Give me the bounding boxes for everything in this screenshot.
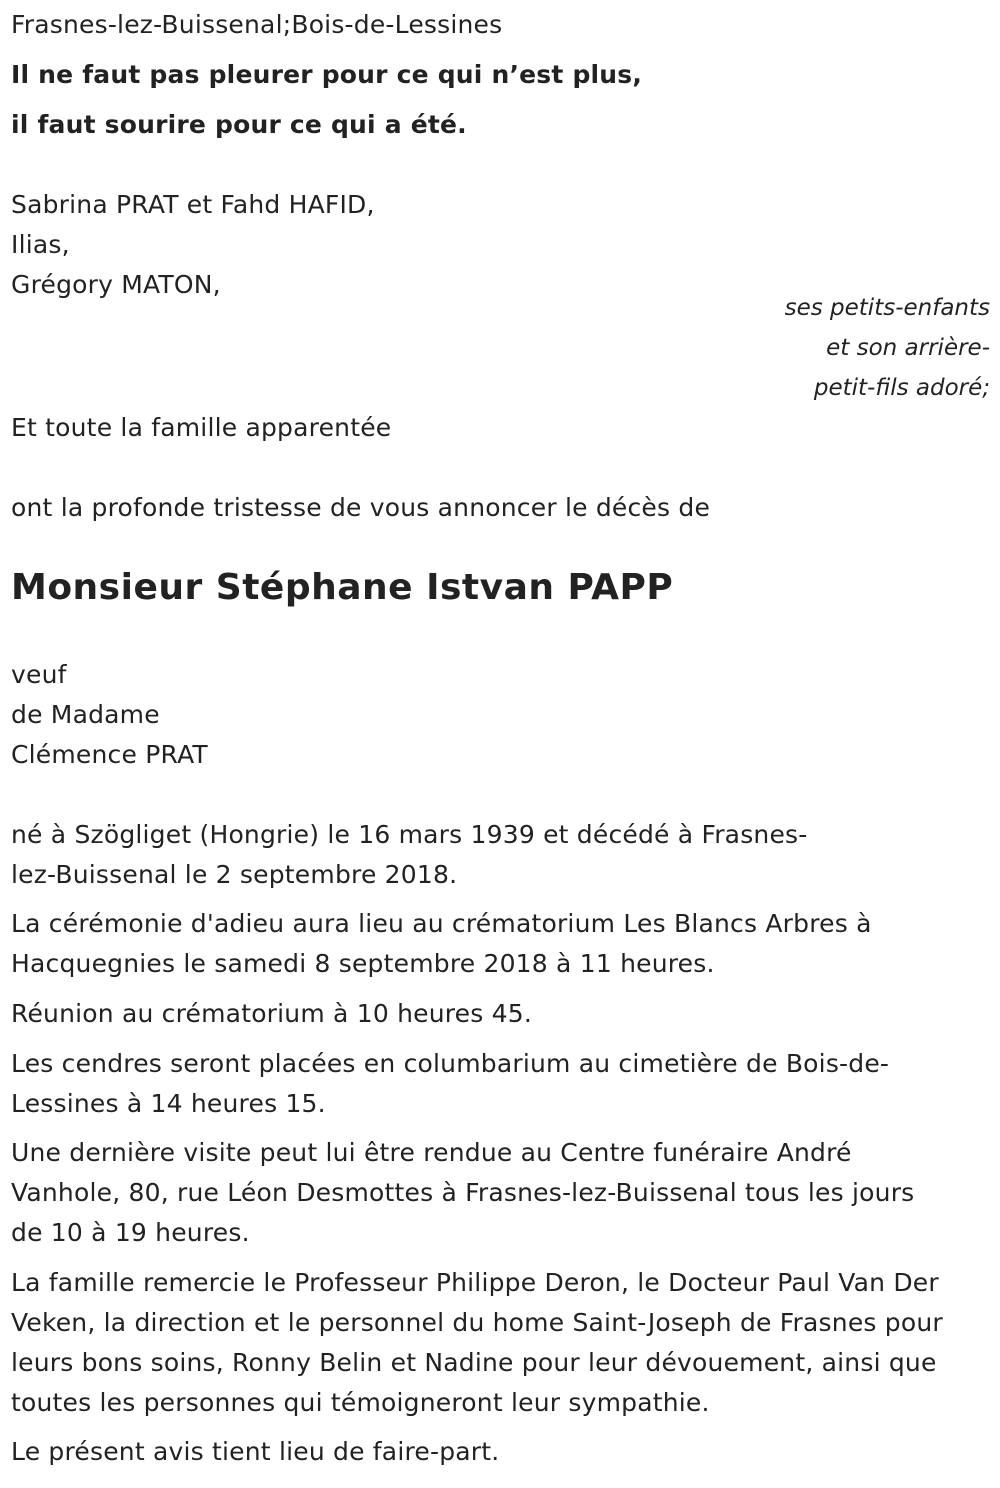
thanks-line-2: Veken, la direction et le personnel du home Saint-Joseph de Frasnes pour (11, 1308, 943, 1337)
relation-line-3: petit-fils adoré; (813, 375, 990, 401)
quote-line-1: Il ne faut pas pleurer pour ce qui n’est plus, (11, 60, 643, 89)
quote-line-2: il faut sourire pour ce qui a été. (11, 110, 467, 139)
extended-family: Et toute la famille apparentée (11, 413, 392, 442)
location-line: Frasnes-lez-Buissenal;Bois-de-Lessines (11, 10, 503, 39)
ceremony-line-2: Hacquegnies le samedi 8 septembre 2018 à 11 heures. (11, 949, 715, 978)
birth-death-line-1: né à Szögliget (Hongrie) le 16 mars 1939 et décédé à Frasnes- (11, 820, 808, 849)
family-line-3: Grégory MATON, (11, 270, 221, 299)
thanks-line-1: La famille remercie le Professeur Philippe Deron, le Docteur Paul Van Der (11, 1268, 939, 1297)
family-line-2: Ilias, (11, 230, 70, 259)
relation-line-2: et son arrière- (826, 335, 990, 361)
visit-line-3: de 10 à 19 heures. (11, 1218, 250, 1247)
thanks-line-3: leurs bons soins, Ronny Belin et Nadine pour leur dévouement, ainsi que (11, 1348, 937, 1377)
status-line-2: de Madame (11, 700, 160, 729)
status-line-1: veuf (11, 660, 67, 689)
ashes-line-1: Les cendres seront placées en columbarium au cimetière de Bois-de- (11, 1049, 890, 1078)
visit-line-2: Vanhole, 80, rue Léon Desmottes à Frasnes-lez-Buissenal tous les jours (11, 1178, 915, 1207)
announcement: ont la profonde tristesse de vous annoncer le décès de (11, 493, 711, 522)
relation-line-1: ses petits-enfants (784, 295, 990, 321)
family-line-1: Sabrina PRAT et Fahd HAFID, (11, 190, 375, 219)
birth-death-line-2: lez-Buissenal le 2 septembre 2018. (11, 860, 458, 889)
thanks-line-4: toutes les personnes qui témoigneront leur sympathie. (11, 1388, 710, 1417)
deceased-name: Monsieur Stéphane Istvan PAPP (11, 567, 674, 608)
closing-line: Le présent avis tient lieu de faire-part. (11, 1437, 500, 1466)
meeting-line: Réunion au crématorium à 10 heures 45. (11, 999, 532, 1028)
status-line-3: Clémence PRAT (11, 740, 208, 769)
ashes-line-2: Lessines à 14 heures 15. (11, 1089, 326, 1118)
ceremony-line-1: La cérémonie d'adieu aura lieu au crématorium Les Blancs Arbres à (11, 909, 872, 938)
visit-line-1: Une dernière visite peut lui être rendue au Centre funéraire André (11, 1138, 852, 1167)
